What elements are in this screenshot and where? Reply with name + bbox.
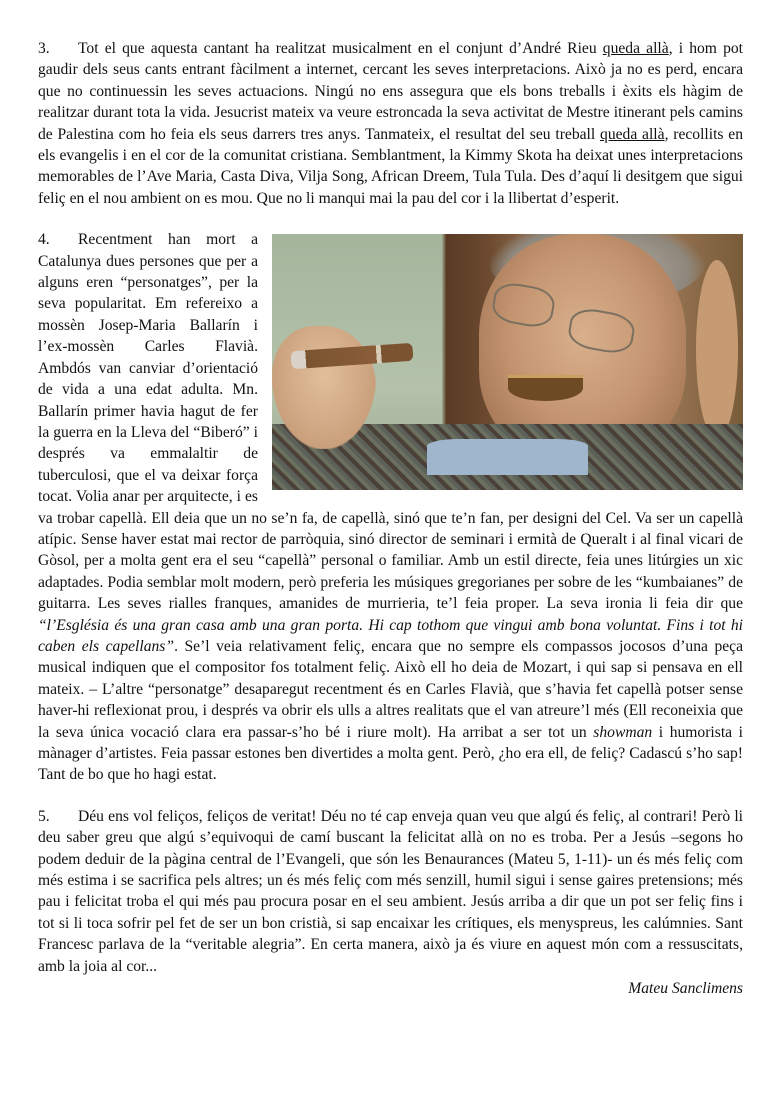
photo-collar bbox=[427, 439, 587, 475]
paragraph-number: 4. bbox=[38, 231, 50, 249]
paragraph-5: 5. Déu ens vol feliços, feliços de veritat! Déu no té cap enveja quan veu que algú és feliç, al contrari! Però li deu saber greu que algú s’equivoqui de camí buscant la felicitat allà on no es troba. Per a Jesús –segons ho podem deduir de la pàgina central de l’Evangeli, que són les Benaurances (Mateu 5, 1-11)- un és més feliç com més estima i se sacrifica pels altres; un és més feliç com més senzill, humil sigui i sense gaires pretensions; més pau i felicitat troba el qui més pau procura posar en el seu ambient. Jesús arriba a dir que un pot ser feliç fins i tot si li toca sofrir pel fet de ser un bon cristià, si sap encaixar les crítiques, els menyspreus, les calúmnies. Sant Francesc parlava de la “veritable alegria”. En certa manera, això ja és viure en aquest món com a ressuscitats, amb la joia al cor... bbox=[38, 807, 743, 975]
underlined-phrase: queda allà bbox=[602, 40, 669, 57]
document-page bbox=[38, 38, 743, 999]
author-signature: Mateu Sanclimens bbox=[628, 980, 743, 998]
paragraph-number: 3. bbox=[38, 40, 50, 57]
paragraph-number: 5. bbox=[38, 807, 50, 825]
paragraph-3: 3. Tot el que aquesta cantant ha realitzat musicalment en el conjunt d’André Rieu queda allà, i hom pot gaudir dels seus cants entrant fàcilment a internet, cercant les seves interpretacions. Això ja no es perd, encara que no continuessin les seves actuacions. Ningú no ens assegura que els bons treballs i èxits els hàgim de realitzar durant tota la vida. Jesucrist mateix va veure estroncada la seva activitat de Mestre itinerant pels camins de Palestina com ho feia els seus darrers tres anys. Tanmateix, el resultat del seu treball queda allà, recollits en els evangelis i en el cor de la comunitat cristiana. Semblantment, la Kimmy Skota ha deixat unes interpretacions memorables de l’Ave Maria, Casta Diva, Vilja Song, African Dreem, Tula Tula. Des d’aquí li desitgem que sigui feliç en el nou ambient on es mou. Que no li manqui mai la pau del cor i la llibertat d’esperit. bbox=[38, 40, 744, 207]
paragraph-4: 4. Recentment han mort a Catalunya dues persones que per a alguns eren “personatges”, per la seva popularitat. Em refereixo a mossèn Josep-Maria Ballarín i l’ex-mossèn Carles Flavià. Ambdós van canviar d’orientació de vida a una edat adulta. Mn. Ballarín primer havia hagut de fer la guerra en la Lleva del “Biberó” i després va emmalaltir de tuberculosi, que el va deixar força tocat. Volia anar per arquitecte, i es va trobar capellà. Ell deia que un no se’n fa, de capellà, sinó que te’n fan, per designi del Cel. Va ser un capellà atípic. Sense haver estat mai rector de parròquia, sinó director de seminari i ermità de Queralt i al final vicari de Gòsol, per a molta gent era el seu “capellà” personal o familiar. Amb un estil directe, feia unes litúrgies un xic adaptades. Podia semblar molt modern, però preferia les músiques gregorianes per sobre de les “kumbaianes” de guitarra. Les seves rialles franques, amanides de murrieria, te’l feia proper. La seva ironia li feia dir que “l’Església és una gran casa amb una gran porta. Hi cap tothom que vingui amb bona voluntat. Fins i tot hi caben els capellans”. Se’l veia relativament feliç, encara que no sempre els compassos jocosos d’una peça musical indiquen que el compositor fos totalment feliç. Això ell ho deia de Mozart, i qui sap si pensava en ell mateix. – L’altre “personatge” desaparegut recentment és en Carles Flavià, que s’havia fet capellà potser sense haver-hi reflexionat prou, i després va obrir els ulls a altres realitats que el van atreure’l més (Ell reconeixia que la seva única vocació clara era passar-s’ho bé i riure molt). Ha arribat a ser tot un showman i humorista i mànager d’artistes. Feia passar estones ben divertides a molta gent. Però, ¿ho era ell, de feliç? Cadascú s’ho sap! Tant de bo que ho hagi estat. bbox=[38, 229, 743, 786]
photo-ear bbox=[696, 260, 738, 439]
underlined-phrase: queda allà bbox=[600, 125, 665, 143]
portrait-photo bbox=[272, 234, 743, 490]
photo-smile bbox=[508, 375, 583, 401]
italic-word: showman bbox=[593, 723, 653, 741]
photo-hand bbox=[272, 326, 376, 449]
italic-quote: “l’Església és una gran casa amb una gran porta. Hi cap tothom que vingui amb bona voluntat. Fins i tot hi caben els capellans” bbox=[38, 616, 743, 655]
